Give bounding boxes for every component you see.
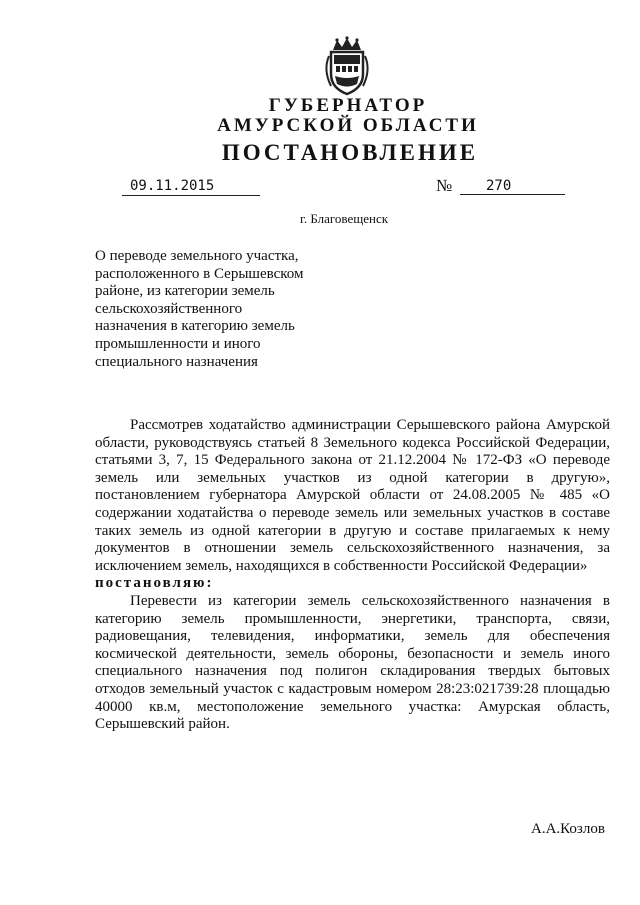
body-line: радиовещания, телевидения, информатики, земель для обеспечения [95, 628, 610, 645]
body-line: отходов земельный участок с кадастровым номером 28:23:021739:28 площадью [95, 680, 610, 697]
document-body [95, 417, 610, 734]
signature-name: А.А.Козлов [531, 821, 605, 837]
coat-of-arms-emblem [319, 36, 375, 96]
document-type: ПОСТАНОВЛЕНИЕ [221, 140, 479, 165]
body-line: содержании ходатайства о переводе земель или земельных участков в составе [95, 504, 610, 521]
subject-line: назначения в категорию земель [95, 318, 295, 335]
subject-line: районе, из категории земель [95, 283, 275, 300]
body-line: документов в отношении земель сельскохозяйственного назначения, за [95, 540, 610, 557]
body-line: специального назначения под полигон складирования твердых бытовых [95, 663, 610, 680]
number-label: № [436, 176, 453, 195]
body-line: космической деятельности, земель обороны, безопасности и земель иного [95, 645, 610, 662]
body-line: области, руководствуясь статьей 8 Земельного кодекса Российской Федерации, [95, 434, 610, 451]
authority-title: ГУБЕРНАТОР [268, 95, 428, 116]
body-line: 40000 кв.м, местоположение земельного участка: Амурская область, [95, 698, 610, 715]
subject-line: сельскохозяйственного [95, 300, 243, 317]
body-line: постановлением губернатора Амурской области от 24.08.2005 № 485 «О [95, 487, 610, 504]
body-line: исключением земель, находящихся в собственности Российской Федерации» [95, 557, 588, 574]
authority-region: АМУРСКОЙ ОБЛАСТИ [217, 115, 479, 136]
subject-line: О переводе земельного участка, [95, 248, 299, 264]
subject-line: промышленности и иного [95, 335, 261, 352]
body-line: Рассмотрев ходатайство администрации Серышевского района Амурской [130, 417, 610, 433]
document-date: 09.11.2015 [122, 177, 260, 196]
body-line: земель или земельных участков из одной категории в другую», [95, 469, 610, 486]
subject-line: специального назначения [95, 353, 258, 370]
body-line: таких земель из одной категории в другую и составе прилагаемых к нему [95, 522, 610, 539]
body-line: Перевести из категории земель сельскохозяйственного назначения в [130, 592, 610, 609]
subject-line: расположенного в Серышевском [95, 265, 304, 282]
body-line: категорию земель промышленности, энергетики, транспорта, связи, [95, 610, 610, 627]
body-line: статьями 3, 7, 15 Федерального закона от 21.12.2004 № 172-ФЗ «О переводе [95, 452, 610, 469]
document-number: 270 [460, 177, 565, 195]
resolution-keyword: постановляю: [95, 575, 214, 592]
document-subject [95, 248, 335, 371]
body-line: Серышевский район. [95, 716, 230, 733]
city-name: г. Благовещенск [300, 211, 389, 226]
